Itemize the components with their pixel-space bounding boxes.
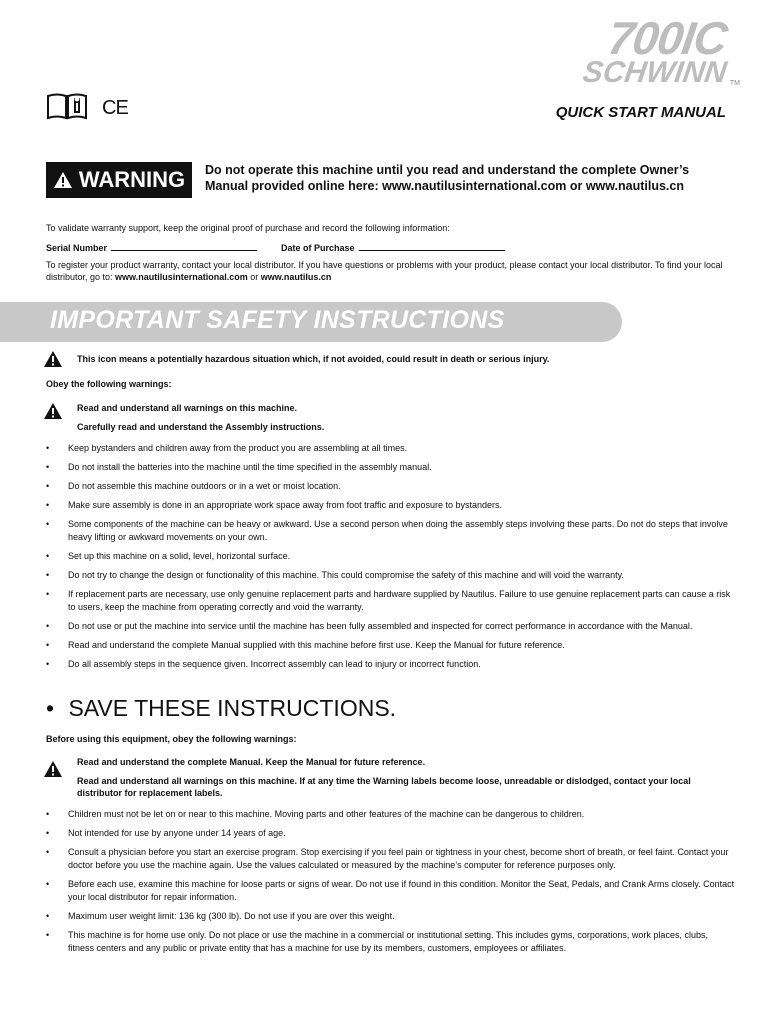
ce-mark-icon: CE [102, 97, 128, 119]
list-item-text: Do not use or put the machine into service until the machine has been fully assembled and inspected for correct performance in accordance with the Manual. [68, 621, 693, 631]
register-text: To register your product warranty, contact your local distributor. If you have questions or problems with your product, please contact your local distributor. To find your local distributor, go to: [46, 260, 723, 282]
bullet: • [46, 589, 50, 599]
list-item-text: Consult a physician before you start an exercise program. Stop exercising if you feel pain or tightness in your chest, become short of breath, or feel faint. Contact your doctor before you use the machine again. Use the values calculated or measured by the machine’s computer for reference purposes only. [68, 847, 729, 870]
list-item-text: Before each use, examine this machine for loose parts or signs of wear. Do not use if found in this condition. Monitor the Seat, Pedals, and Crank Arms closely. Contact your local distributor for repair information. [68, 879, 735, 902]
assembly-head-line: Read and understand all warnings on this machine. [77, 403, 298, 413]
bullet: • [46, 462, 50, 472]
use-warning-list [46, 808, 736, 961]
bullet: • [46, 659, 50, 669]
read-manual-icon [46, 92, 88, 125]
list-item [46, 569, 736, 582]
date-of-purchase-line [359, 241, 505, 251]
use-warning-head [43, 756, 733, 806]
list-item-text: Do not assemble this machine outdoors or in a wet or moist location. [68, 481, 341, 491]
date-of-purchase-label: Date of Purchase [281, 243, 355, 253]
bullet: • [46, 500, 50, 510]
use-head-lines [77, 756, 733, 806]
assembly-head-lines [77, 402, 324, 440]
bullet: • [46, 879, 50, 889]
assembly-warning-list [46, 442, 736, 677]
list-item [46, 929, 736, 955]
trademark-mark: TM [729, 80, 740, 87]
assembly-head-line: Carefully read and understand the Assembly instructions. [77, 422, 325, 432]
assembly-warning-head [43, 402, 733, 440]
bullet: • [46, 930, 50, 940]
hazard-note-text: This icon means a potentially hazardous situation which, if not avoided, could result in death or serious injury. [77, 354, 550, 364]
before-use-heading: Before using this equipment, obey the following warnings: [46, 734, 297, 744]
bullet: • [46, 621, 50, 631]
date-of-purchase-field [281, 241, 505, 254]
list-item-text: Make sure assembly is done in an appropriate work space away from foot traffic and exposure to bystanders. [68, 500, 503, 510]
link-separator: or [247, 272, 261, 282]
list-item-text: This machine is for home use only. Do not place or use the machine in a commercial or institutional setting. This includes gyms, corporations, work places, clubs, fitness centers and any public or private entity that has a machine for use by its members, customers, employees or affiliates. [68, 930, 708, 953]
warning-badge-label: WARNING [78, 167, 186, 192]
list-item-text: Maximum user weight limit: 136 kg (300 lb). Do not use if you are over this weight. [68, 911, 395, 921]
list-item [46, 480, 736, 493]
list-item-text: Do all assembly steps in the sequence given. Incorrect assembly can lead to injury or incorrect function. [68, 659, 481, 669]
list-item-text: Do not try to change the design or functionality of this machine. This could compromise the safety of this machine and will void the warranty. [68, 570, 624, 580]
bullet: • [46, 570, 50, 580]
warning-triangle-icon [43, 402, 63, 420]
brand-name: SCHWINN [580, 56, 729, 89]
warranty-intro: To validate warranty support, keep the original proof of purchase and record the following information: [46, 223, 450, 233]
bullet: • [46, 911, 50, 921]
list-item-text: Keep bystanders and children away from the product you are assembling at all times. [68, 443, 408, 453]
list-item-text: Some components of the machine can be heavy or awkward. Use a second person when doing the assembly steps involving these parts. Do not do steps that involve heavy lifting or awkward movements on your own. [68, 519, 728, 542]
compliance-icons [46, 92, 128, 125]
bullet: • [46, 640, 50, 650]
save-instructions-heading [46, 695, 396, 721]
warranty-fields [46, 241, 736, 254]
serial-number-line [111, 241, 257, 251]
list-item-text: Read and understand the complete Manual supplied with this machine before first use. Keep the Manual for future reference. [68, 640, 565, 650]
bullet: • [46, 847, 50, 857]
list-item [46, 620, 736, 633]
list-item [46, 499, 736, 512]
list-item-text: Not intended for use by anyone under 14 years of age. [68, 828, 286, 838]
use-head-line: Read and understand the complete Manual. Keep the Manual for future reference. [77, 757, 426, 767]
list-item [46, 550, 736, 563]
warning-triangle-icon [43, 350, 63, 368]
list-item [46, 518, 736, 544]
bullet: • [46, 551, 50, 561]
list-item-text: If replacement parts are necessary, use only genuine replacement parts and hardware supplied by Nautilus. Failure to use genuine replacement parts can cause a risk to users, keep the machine from operating correctly and void the warranty. [68, 589, 731, 612]
obey-warnings-heading: Obey the following warnings: [46, 379, 172, 389]
list-item [46, 910, 736, 923]
warning-triangle-icon [43, 760, 63, 778]
document-title: QUICK START MANUAL [555, 104, 726, 121]
bullet: • [46, 481, 50, 491]
distributor-link-international: www.nautilusinternational.com [115, 272, 248, 282]
bullet: • [46, 809, 50, 819]
bullet: • [46, 519, 50, 529]
warning-badge [46, 162, 192, 198]
bullet: • [46, 695, 55, 721]
list-item [46, 827, 736, 840]
save-instructions-text: SAVE THESE INSTRUCTIONS. [68, 695, 397, 721]
list-item [46, 588, 736, 614]
list-item [46, 878, 736, 904]
warranty-register [46, 259, 736, 283]
list-item [46, 846, 736, 872]
bullet: • [46, 828, 50, 838]
use-head-line: Read and understand all warnings on this machine. If at any time the Warning labels become loose, unreadable or dislodged, contact your local distributor for replacement labels. [77, 776, 691, 798]
distributor-link-cn: www.nautilus.cn [260, 272, 332, 282]
list-item-text: Children must not be let on or near to this machine. Moving parts and other features of the machine can be dangerous to children. [68, 809, 585, 819]
hazard-note [43, 350, 733, 368]
list-item-text: Do not install the batteries into the machine until the time specified in the assembly manual. [68, 462, 432, 472]
list-item [46, 658, 736, 671]
list-item-text: Set up this machine on a solid, level, horizontal surface. [68, 551, 291, 561]
list-item [46, 442, 736, 455]
brand-logo [580, 12, 740, 89]
list-item [46, 808, 736, 821]
warning-text: Do not operate this machine until you read and understand the complete Owner’s Manual provided online here: www.nautilusinternational.com or www.nautilus.cn [205, 163, 690, 193]
list-item [46, 461, 736, 474]
serial-number-field [46, 241, 257, 254]
safety-banner-title: IMPORTANT SAFETY INSTRUCTIONS [50, 306, 505, 334]
bullet: • [46, 443, 50, 453]
warning-triangle-icon [53, 171, 73, 189]
serial-number-label: Serial Number [46, 243, 108, 253]
model-name: 700IC [604, 12, 730, 64]
list-item [46, 639, 736, 652]
